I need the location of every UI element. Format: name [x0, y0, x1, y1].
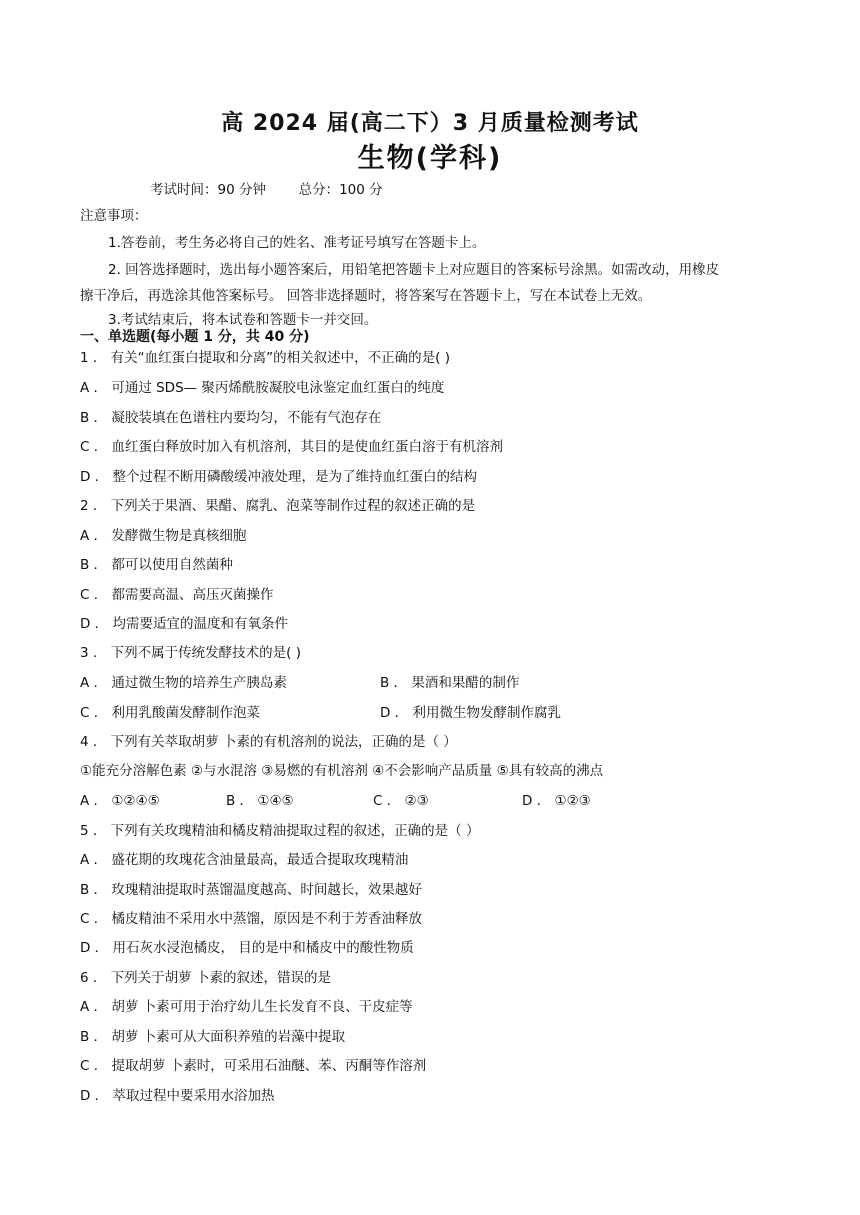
question-2: 2 ． 下列关于果酒、果醋、腐乳、泡菜等制作过程的叙述正确的是 — [80, 498, 476, 514]
exam-time: 考试时间：90 分钟 — [150, 182, 266, 198]
q4-statements: ①能充分溶解色素 ②与水混溶 ③易燃的有机溶剂 ④不会影响产品质量 ⑤具有较高的沸点 — [80, 763, 604, 779]
q5-option-c: C ． 橘皮精油不采用水中蒸馏，原因是不利于芳香油释放 — [80, 911, 423, 927]
q3-option-c: C ． 利用乳酸菌发酵制作泡菜 — [80, 705, 261, 721]
q3-option-b: B ． 果酒和果醋的制作 — [380, 675, 520, 691]
q6-option-d: D ． 萃取过程中要采用水浴加热 — [80, 1088, 275, 1104]
q1-option-d: D ． 整个过程不断用磷酸缓冲液处理，是为了维持血红蛋白的结构 — [80, 469, 477, 485]
q1-option-a: A ． 可通过 SDS— 聚丙烯酰胺凝胶电泳鉴定血红蛋白的纯度 — [80, 380, 445, 396]
notice-item-2: 2. 回答选择题时，选出每小题答案后，用铅笔把答题卡上对应题目的答案标号涂黑。如需改动，用橡皮 — [108, 262, 720, 278]
q6-option-a: A ． 胡萝 卜素可用于治疗幼儿生长发育不良、干皮症等 — [80, 999, 413, 1015]
exam-info — [150, 178, 383, 198]
q2-option-c: C ． 都需要高温、高压灭菌操作 — [80, 587, 274, 603]
q4-option-b: B ． ①④⑤ — [226, 793, 294, 809]
question-4: 4 ． 下列有关萃取胡萝 卜素的有机溶剂的说法，正确的是（ ） — [80, 734, 457, 750]
q2-option-b: B ． 都可以使用自然菌种 — [80, 557, 233, 573]
question-1: 1 ． 有关“血红蛋白提取和分离”的相关叙述中，不正确的是( ) — [80, 350, 450, 366]
notice-item-3: 3.考试结束后，将本试卷和答题卡一并交回。 — [108, 312, 378, 328]
q2-option-d: D ． 均需要适宜的温度和有氧条件 — [80, 616, 288, 632]
question-3: 3 ． 下列不属于传统发酵技术的是( ) — [80, 645, 301, 661]
section-heading: 一、单选题(每小题 1 分，共 40 分) — [80, 329, 310, 345]
exam-subject: 生物(学科) — [357, 143, 503, 174]
question-6: 6 ． 下列关于胡萝 卜素的叙述，错误的是 — [80, 970, 331, 986]
q5-option-a: A ． 盛花期的玫瑰花含油量最高，最适合提取玫瑰精油 — [80, 852, 409, 868]
q4-option-c: C ． ②③ — [373, 793, 429, 809]
q1-option-b: B ． 凝胶装填在色谱柱内要均匀，不能有气泡存在 — [80, 410, 382, 426]
q6-option-b: B ． 胡萝 卜素可从大面积养殖的岩藻中提取 — [80, 1029, 346, 1045]
q4-option-d: D ． ①②③ — [522, 793, 591, 809]
q5-option-d: D ． 用石灰水浸泡橘皮， 目的是中和橘皮中的酸性物质 — [80, 940, 414, 956]
exam-title: 高 2024 届(高二下）3 月质量检测考试 — [221, 111, 639, 136]
q6-option-c: C ． 提取胡萝 卜素时，可采用石油醚、苯、丙酮等作溶剂 — [80, 1058, 427, 1074]
notice-item-1: 1.答卷前，考生务必将自己的姓名、准考证号填写在答题卡上。 — [108, 235, 486, 251]
notice-heading: 注意事项： — [80, 208, 148, 224]
q1-option-c: C ． 血红蛋白释放时加入有机溶剂，其目的是使血红蛋白溶于有机溶剂 — [80, 439, 504, 455]
notice-item-2-cont: 擦干净后，再选涂其他答案标号。 回答非选择题时，将答案写在答题卡上，写在本试卷上无效。 — [80, 288, 652, 304]
q3-option-a: A ． 通过微生物的培养生产胰岛素 — [80, 675, 287, 691]
exam-score: 总分：100 分 — [298, 182, 383, 198]
question-5: 5 ． 下列有关玫瑰精油和橘皮精油提取过程的叙述，正确的是（ ） — [80, 823, 480, 839]
q2-option-a: A ． 发酵微生物是真核细胞 — [80, 528, 247, 544]
q4-option-a: A ． ①②④⑤ — [80, 793, 160, 809]
q5-option-b: B ． 玫瑰精油提取时蒸馏温度越高、时间越长，效果越好 — [80, 882, 422, 898]
q3-option-d: D ． 利用微生物发酵制作腐乳 — [380, 705, 561, 721]
